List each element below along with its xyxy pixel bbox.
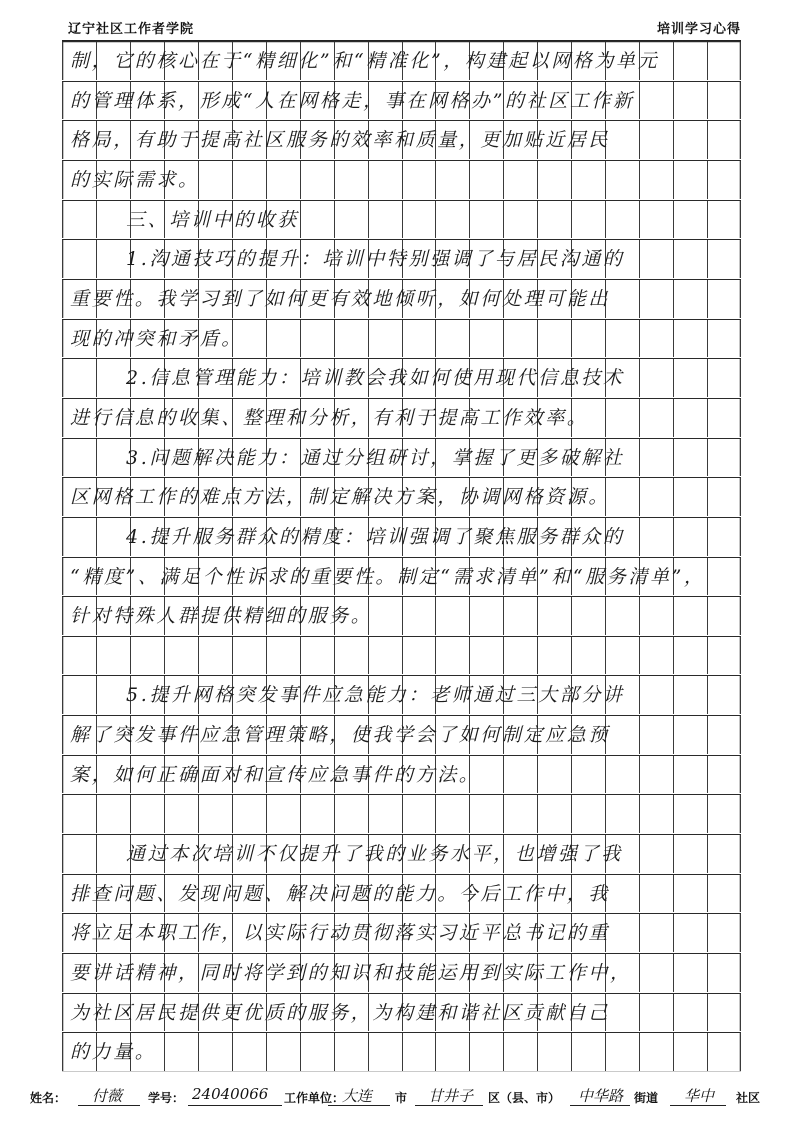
text-line: 通过本次培训不仅提升了我的业务水平，也增强了我 (126, 843, 623, 866)
community-label: 社区 (736, 1091, 761, 1105)
unit-label: 工作单位： (284, 1091, 345, 1105)
text-line: 1.沟通技巧的提升：培训中特别强调了与居民沟通的 (126, 248, 625, 271)
text-line: 三、培训中的收获 (126, 208, 299, 231)
text-line (70, 636, 738, 676)
text-line: 的管理体系，形成“人在网格走，事在网格办”的社区工作新 (70, 89, 635, 112)
id-value: 24040066 (192, 1085, 269, 1103)
text-line: 3.问题解决能力：通过分组研讨，掌握了更多破解社 (126, 446, 625, 469)
text-line: 要讲话精神，同时将学到的知识和技能运用到实际工作中， (70, 962, 632, 985)
text-line: 重要性。我学习到了如何更有效地倾听，如何处理可能出 (70, 287, 611, 310)
text-line: 的实际需求。 (70, 168, 200, 191)
text-line: 5.提升网格突发事件应急能力：老师通过三大部分讲 (126, 684, 625, 707)
name-value: 付薇 (92, 1087, 123, 1105)
name-label: 姓名： (30, 1091, 67, 1105)
text-line: 为社区居民提供更优质的服务，为构建和谐社区贡献自己 (70, 1001, 611, 1024)
text-line: “精度”、满足个性诉求的重要性。制定“需求清单”和“服务清单”， (70, 565, 706, 588)
id-label: 学号： (148, 1091, 185, 1105)
city-label: 市 (395, 1091, 408, 1105)
text-line: 解了突发事件应急管理策略，使我学会了如何制定应急预 (70, 724, 611, 747)
text-line: 4.提升服务群众的精度：培训强调了聚焦服务群众的 (126, 525, 625, 548)
text-line: 2.信息管理能力：培训教会我如何使用现代信息技术 (126, 367, 625, 390)
street-value: 中华路 (578, 1087, 624, 1105)
text-line: 现的冲突和矛盾。 (70, 327, 243, 350)
street-label: 街道 (634, 1091, 659, 1105)
text-line (70, 794, 738, 834)
text-line: 针对特殊人群提供精细的服务。 (70, 605, 373, 628)
grid-paper (62, 41, 741, 1072)
text-line: 格局，有助于提高社区服务的效率和质量，更加贴近居民 (70, 129, 611, 152)
text-line: 进行信息的收集、整理和分析，有利于提高工作效率。 (70, 406, 589, 429)
student-info-footer (30, 1085, 770, 1113)
text-line: 制，它的核心在于“精细化”和“精准化”，构建起以网格为单元 (70, 50, 660, 72)
city-value: 大连 (342, 1087, 373, 1105)
community-value: 华中 (684, 1087, 715, 1105)
text-line: 的力量。 (70, 1041, 157, 1064)
text-line: 案，如何正确面对和宣传应急事件的方法。 (70, 763, 481, 786)
text-line: 排查问题、发现问题、解决问题的能力。今后工作中，我 (70, 882, 611, 905)
header-institution: 辽宁社区工作者学院 (68, 22, 195, 37)
header-doc-title: 培训学习心得 (656, 22, 741, 37)
district-value: 甘井子 (428, 1087, 474, 1105)
district-label: 区（县、市） (488, 1091, 561, 1105)
text-line: 将立足本职工作，以实际行动贯彻落实习近平总书记的重 (70, 922, 611, 945)
text-line: 区网格工作的难点方法，制定解决方案，协调网格资源。 (70, 486, 611, 509)
